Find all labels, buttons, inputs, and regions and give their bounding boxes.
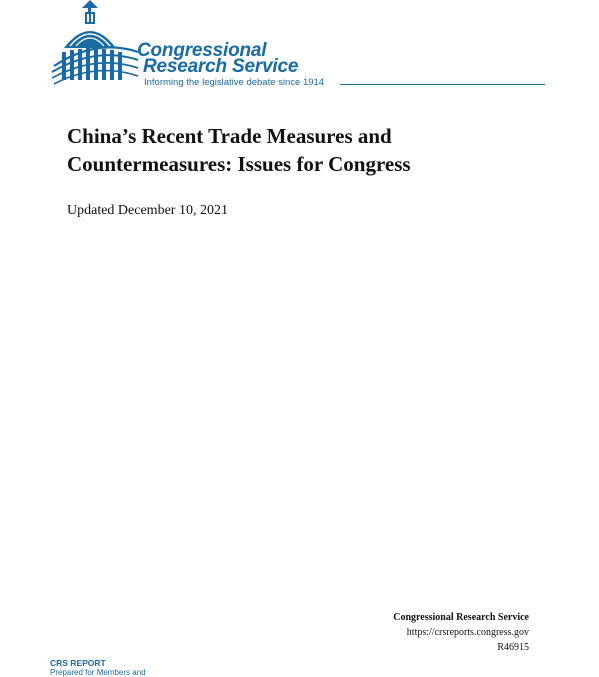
logo-tagline: Informing the legislative debate since 1914 (144, 77, 325, 88)
logo-text-line1: Congressional (137, 40, 267, 61)
report-title: China’s Recent Trade Measures and Countermeasures: Issues for Congress (67, 124, 411, 176)
footer-block (393, 610, 529, 655)
footer-org: Congressional Research Service (393, 612, 529, 623)
logo-text-line2: Research Service (143, 56, 299, 77)
footer-url[interactable]: https://crsreports.congress.gov (406, 627, 529, 638)
tagline-divider (340, 84, 545, 85)
prepared-for-text: Prepared for Members and (50, 668, 146, 677)
crs-report-label: CRS REPORT (50, 658, 106, 668)
footer-report-number: R46915 (497, 642, 529, 653)
capitol-dome-icon (50, 0, 150, 90)
updated-date: Updated December 10, 2021 (67, 203, 228, 218)
